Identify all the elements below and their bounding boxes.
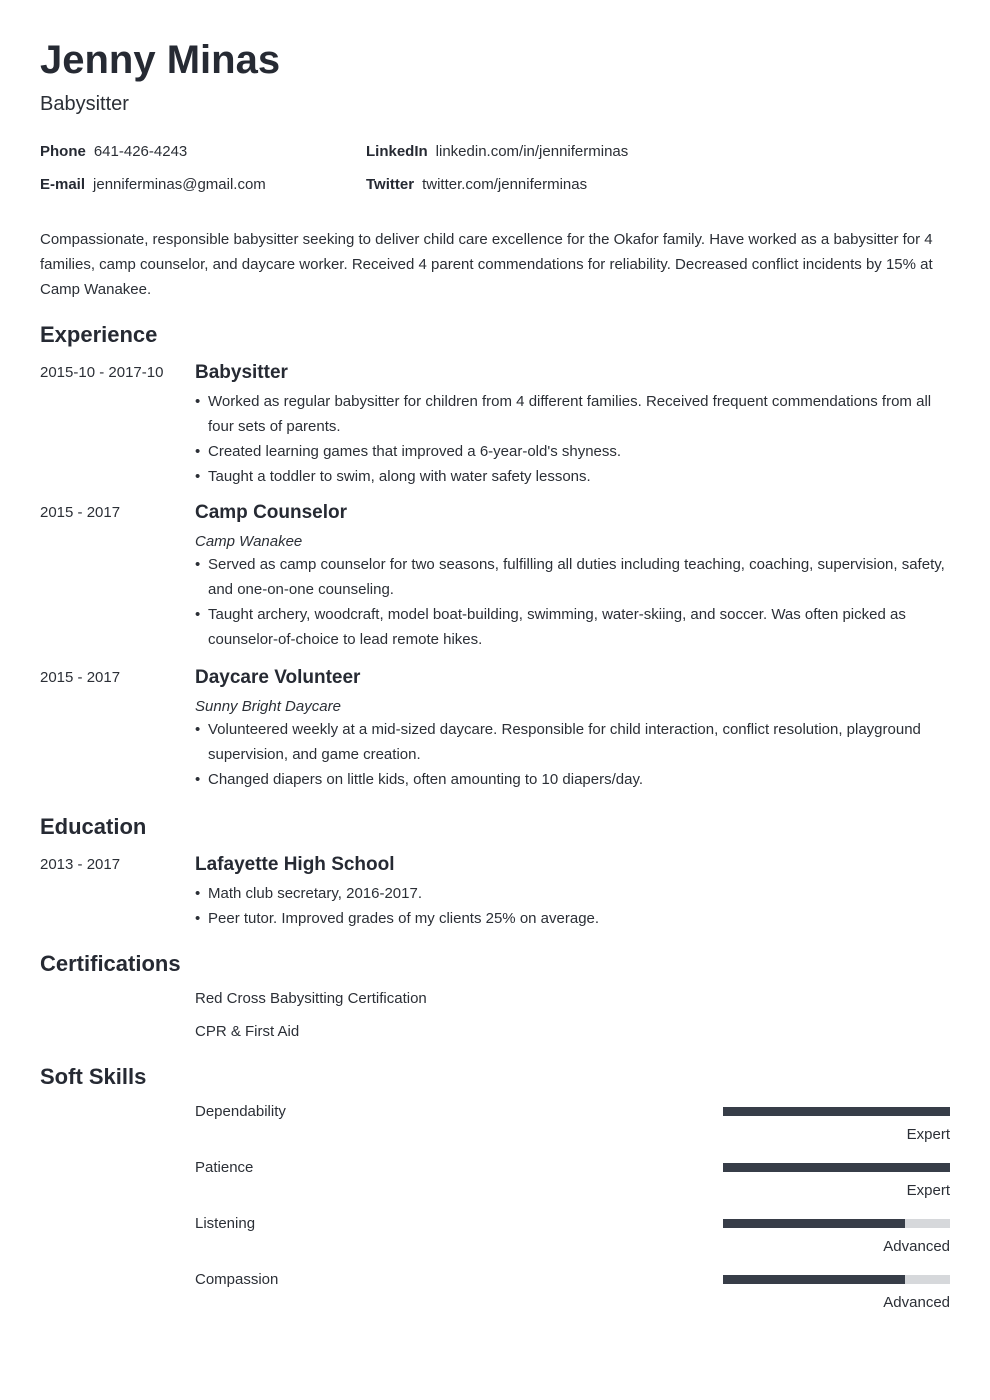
certifications-heading: Certifications <box>40 951 181 976</box>
skill-bar-listening <box>723 1219 950 1228</box>
bullet-item: • Taught a toddler to swim, along with water safety lessons. <box>195 464 950 489</box>
experience-date-3: 2015 - 2017 <box>40 669 121 686</box>
email-label: E-mail <box>40 176 86 193</box>
skill-name-compassion: Compassion <box>195 1271 279 1288</box>
entry-organization: Camp Wanakee <box>195 533 303 550</box>
skill-bar-fill <box>723 1275 905 1284</box>
skill-level-dependability: Expert <box>906 1126 950 1143</box>
email-value[interactable]: jenniferminas@gmail.com <box>93 176 266 193</box>
entry-bullets <box>195 552 950 652</box>
contact-linkedin <box>366 142 628 162</box>
candidate-name: Jenny Minas <box>40 38 281 82</box>
twitter-label: Twitter <box>366 176 415 193</box>
skill-bar-fill <box>723 1219 905 1228</box>
linkedin-value[interactable]: linkedin.com/in/jenniferminas <box>435 143 629 160</box>
bullet-item: • Peer tutor. Improved grades of my clients 25% on average. <box>195 906 950 931</box>
phone-label: Phone <box>40 143 86 160</box>
candidate-role: Babysitter <box>40 93 129 115</box>
linkedin-label: LinkedIn <box>366 143 428 160</box>
contact-twitter <box>366 175 587 195</box>
entry-title: Lafayette High School <box>195 854 395 875</box>
skill-bar-patience <box>723 1163 950 1172</box>
education-date-1: 2013 - 2017 <box>40 856 121 873</box>
experience-entry-daycare-volunteer <box>195 665 950 792</box>
skill-name-listening: Listening <box>195 1215 256 1232</box>
entry-title: Camp Counselor <box>195 502 348 523</box>
skill-bar-dependability <box>723 1107 950 1116</box>
bullet-item: • Served as camp counselor for two seasons, fulfilling all duties including teaching, coaching, supervision, safety, and one-on-one counseling. <box>195 552 950 602</box>
contact-phone <box>40 142 187 162</box>
education-entry-lafayette <box>195 852 950 931</box>
bullet-item: • Created learning games that improved a 6-year-old's shyness. <box>195 439 950 464</box>
skill-level-compassion: Advanced <box>883 1294 950 1311</box>
skill-name-dependability: Dependability <box>195 1103 286 1120</box>
skill-bar-compassion <box>723 1275 950 1284</box>
experience-entry-babysitter <box>195 360 950 489</box>
skill-bar-fill <box>723 1163 950 1172</box>
experience-date-1: 2015-10 - 2017-10 <box>40 364 164 381</box>
skill-bar-fill <box>723 1107 950 1116</box>
experience-heading: Experience <box>40 322 158 347</box>
certification-item: CPR & First Aid <box>195 1023 300 1040</box>
twitter-value[interactable]: twitter.com/jenniferminas <box>422 176 588 193</box>
entry-title: Babysitter <box>195 362 288 383</box>
bullet-item: • Changed diapers on little kids, often amounting to 10 diapers/day. <box>195 767 950 792</box>
entry-bullets <box>195 717 950 792</box>
entry-organization: Sunny Bright Daycare <box>195 698 341 715</box>
summary-paragraph: Compassionate, responsible babysitter seeking to deliver child care excellence for the Okafor family. Have worked as a babysitter for 4 families, camp counselor, and daycare worker. Received 4 parent commendations for reliability. Decreased conflict incidents by 15% at Camp Wanakee. <box>40 231 933 298</box>
bullet-item: • Taught archery, woodcraft, model boat-building, swimming, water-skiing, and soccer. Was often picked as counselor-of-choice to lead remote hikes. <box>195 602 950 652</box>
skill-level-listening: Advanced <box>883 1238 950 1255</box>
entry-title: Daycare Volunteer <box>195 667 361 688</box>
skill-name-patience: Patience <box>195 1159 254 1176</box>
education-heading: Education <box>40 814 147 839</box>
experience-entry-camp-counselor <box>195 500 950 652</box>
phone-value: 641-426-4243 <box>93 143 188 160</box>
bullet-item: • Worked as regular babysitter for children from 4 different families. Received frequent commendations from all four sets of parents. <box>195 389 950 439</box>
bullet-item: • Volunteered weekly at a mid-sized daycare. Responsible for child interaction, conflict resolution, playground supervision, and game creation. <box>195 717 950 767</box>
soft-skills-heading: Soft Skills <box>40 1064 147 1089</box>
certification-item: Red Cross Babysitting Certification <box>195 990 427 1007</box>
entry-bullets <box>195 389 950 489</box>
skill-level-patience: Expert <box>906 1182 950 1199</box>
bullet-item: • Math club secretary, 2016-2017. <box>195 881 950 906</box>
experience-date-2: 2015 - 2017 <box>40 504 121 521</box>
contact-email <box>40 175 266 195</box>
entry-bullets <box>195 881 950 931</box>
